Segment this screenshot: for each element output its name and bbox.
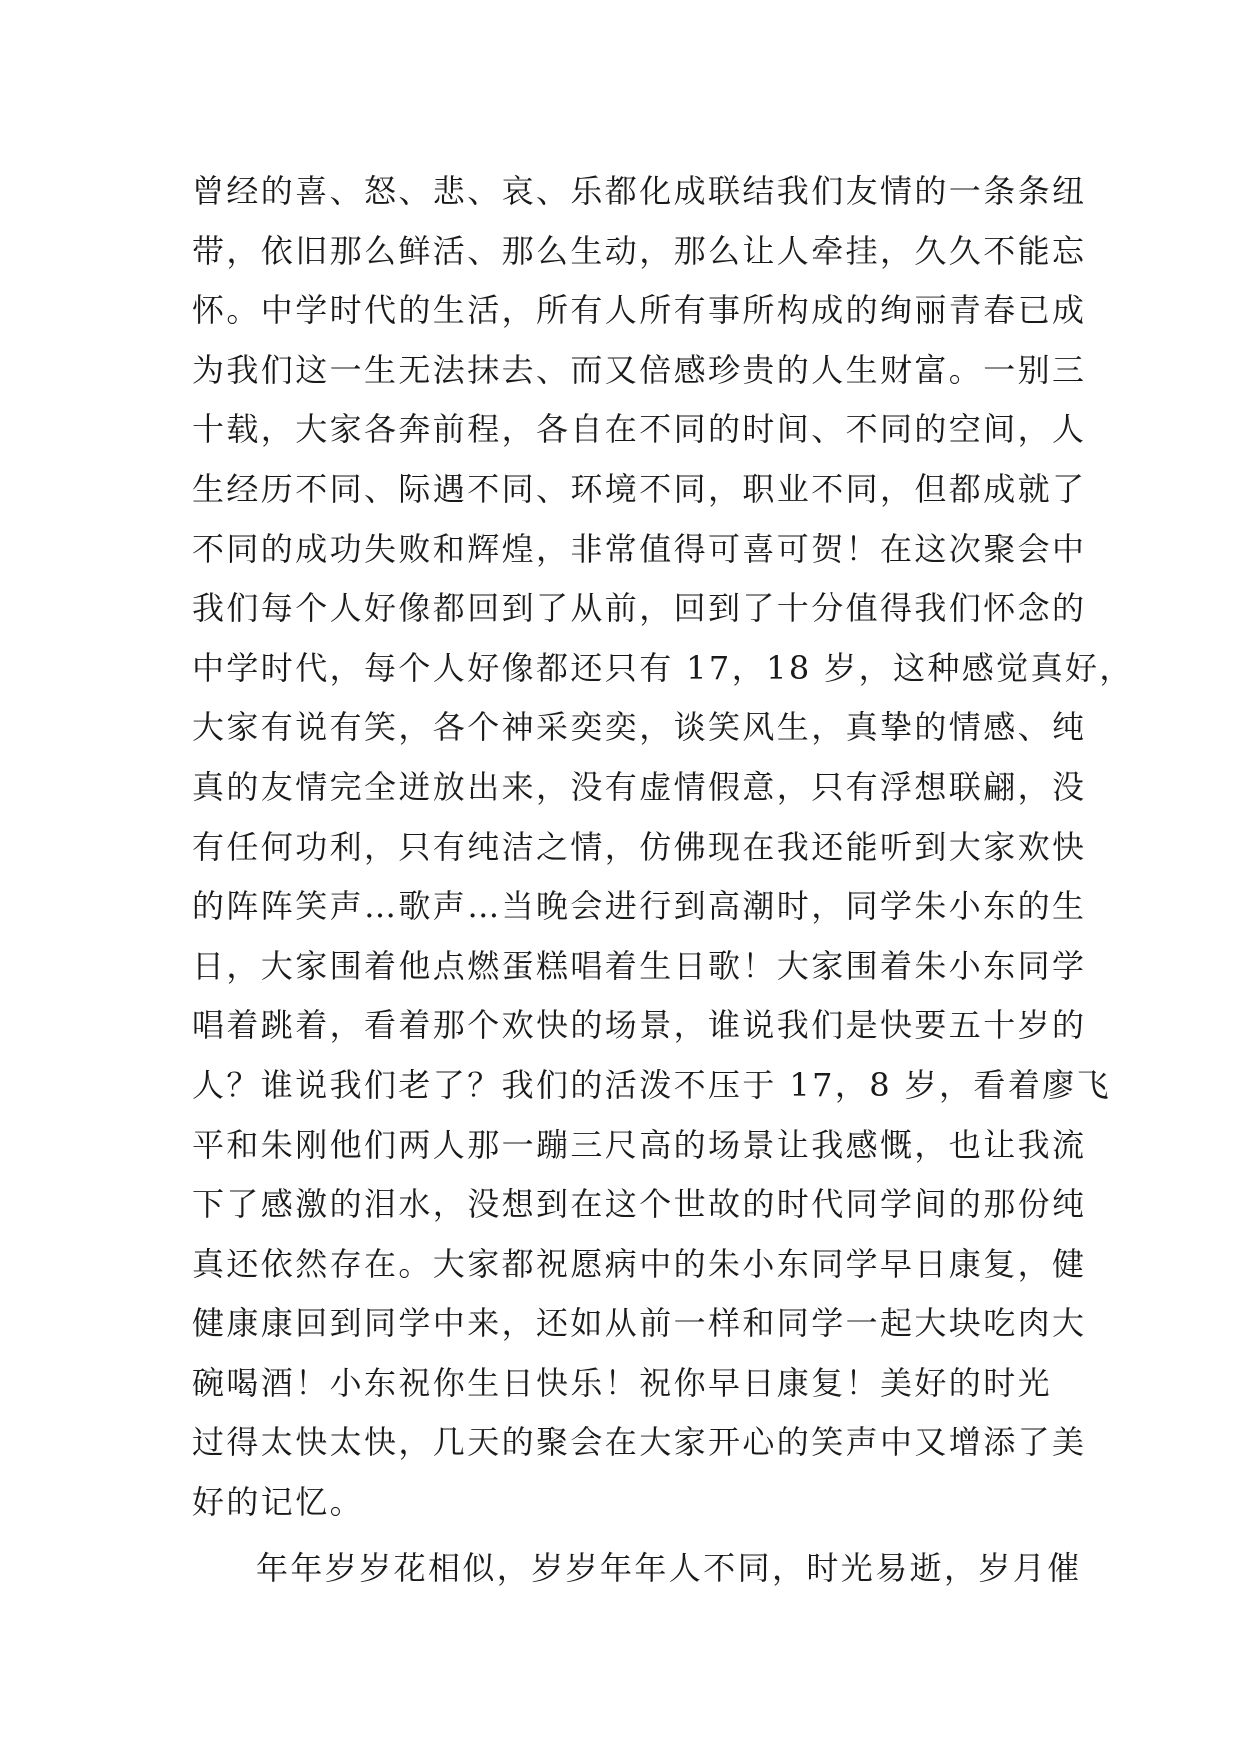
text-line: 我们每个人好像都回到了从前，回到了十分值得我们怀念的 [192,589,1087,628]
text-line: 不同的成功失败和辉煌，非常值得可喜可贺！在这次聚会中 [192,529,1087,568]
text-line: 为我们这一生无法抹去、而又倍感珍贵的人生财富。一别三 [192,350,1087,389]
text-line: 大家有说有笑，各个神采奕奕，谈笑风生，真挚的情感、纯 [192,708,1087,747]
text-line: 过得太快太快，几天的聚会在大家开心的笑声中又增添了美 [192,1423,1087,1462]
text-line: 人？谁说我们老了？我们的活泼不压于 17，8 岁，看着廖飞 [192,1065,1112,1104]
text-line: 真还依然存在。大家都祝愿病中的朱小东同学早日康复，健 [192,1244,1087,1283]
text-line: 十载，大家各奔前程，各自在不同的时间、不同的空间，人 [192,410,1087,449]
paragraph-1 [192,162,1134,1533]
text-line: 日，大家围着他点燃蛋糕唱着生日歌！大家围着朱小东同学 [192,946,1087,985]
body-text [192,162,1134,1598]
text-line: 健康康回到同学中来，还如从前一样和同学一起大块吃肉大 [192,1304,1087,1343]
text-line: 有任何功利，只有纯洁之情，仿佛现在我还能听到大家欢快 [192,827,1087,866]
text-line: 年年岁岁花相似，岁岁年年人不同，时光易逝，岁月催 [256,1548,1082,1587]
text-line: 的阵阵笑声…歌声…当晚会进行到高潮时，同学朱小东的生 [192,887,1087,926]
text-line: 下了感激的泪水，没想到在这个世故的时代同学间的那份纯 [192,1185,1087,1224]
paragraph-2 [192,1539,1082,1599]
text-line: 碗喝酒！小东祝你生日快乐！祝你早日康复！美好的时光 [192,1363,1053,1402]
text-line: 平和朱刚他们两人那一蹦三尺高的场景让我感慨，也让我流 [192,1125,1087,1164]
text-line: 真的友情完全迸放出来，没有虚情假意，只有浮想联翩，没 [192,767,1087,806]
text-line: 带，依旧那么鲜活、那么生动，那么让人牵挂，久久不能忘 [192,231,1087,270]
text-line: 曾经的喜、怒、悲、哀、乐都化成联结我们友情的一条条纽 [192,172,1087,210]
text-line: 生经历不同、际遇不同、环境不同，职业不同，但都成就了 [192,469,1087,508]
text-line: 怀。中学时代的生活，所有人所有事所构成的绚丽青春已成 [192,291,1087,330]
text-line: 中学时代，每个人好像都还只有 17，18 岁，这种感觉真好， [192,648,1134,687]
text-line: 唱着跳着，看着那个欢快的场景，谁说我们是快要五十岁的 [192,1006,1087,1045]
text-line: 好的记忆。 [192,1483,365,1522]
